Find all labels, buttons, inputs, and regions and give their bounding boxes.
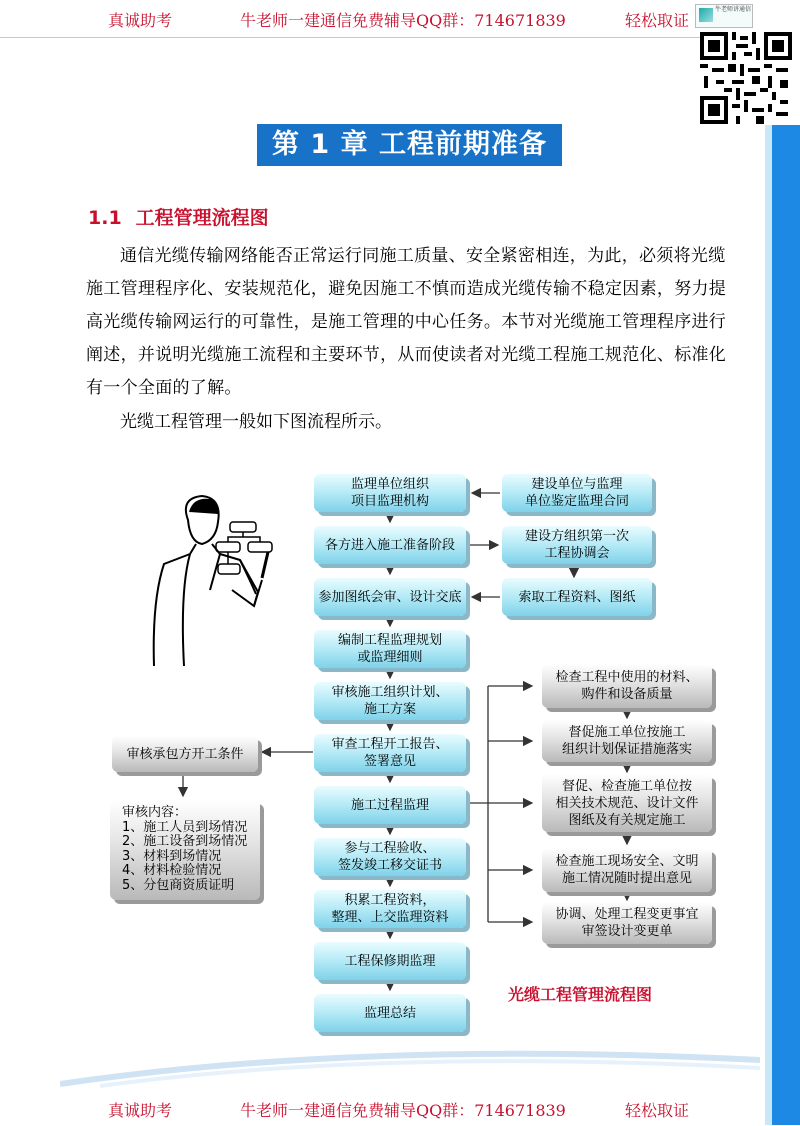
review-contents-box: 审核内容： 1、施工人员到场情况 2、施工设备到场情况 3、材料到场情况 4、材料检验情况 5、分包商资质证明 [110, 800, 260, 900]
review-start-conditions-box: 审核承包方开工条件 [112, 736, 258, 772]
chapter-title: 第 1 章 工程前期准备 [257, 124, 562, 166]
supervise-plan-box: 督促施工单位按施工 组织计划保证措施落实 [542, 720, 712, 762]
check-materials-box: 检查工程中使用的材料、 购件和设备质量 [542, 664, 712, 708]
flow-step-11: 监理总结 [314, 994, 466, 1032]
body-paragraph-1: 通信光缆传输网络能否正常运行同施工质量、安全紧密相连，为此，必须将光缆施工管理程序化、安装规范化，避免因施工不慎而造成光缆传输不稳定因素，努力提高光缆传输网运行的可靠性，是施工管理的中心任务。本节对光缆施工管理程序进行阐述，并说明光缆施工流程和主要环节，从而使读者对光缆工程施工规范化、标准化有一个全面的了解。 [86, 246, 727, 398]
section-title-text: 工程管理流程图 [135, 207, 269, 229]
brand-logo: 牛老师讲通信 [695, 4, 753, 28]
page-footer [0, 1090, 760, 1126]
flow-step-9: 积累工程资料， 整理、上交监理资料 [314, 890, 466, 928]
footer-left-text: 真诚助考 [108, 1101, 173, 1120]
flow-coordination-box: 建设方组织第一次 工程协调会 [502, 526, 652, 564]
section-number: 1.1 [88, 207, 122, 229]
flow-step-1: 监理单位组织 项目监理机构 [314, 474, 466, 512]
flow-step-6: 审查工程开工报告、 签署意见 [314, 734, 466, 772]
check-safety-box: 检查施工现场安全、文明 施工情况随时提出意见 [542, 848, 712, 892]
flow-documents-box: 索取工程资料、图纸 [502, 578, 652, 616]
flow-step-3: 参加图纸会审、设计交底 [314, 578, 466, 616]
flow-step-2: 各方进入施工准备阶段 [314, 526, 466, 564]
bottom-swoosh-decoration [60, 1040, 760, 1090]
body-paragraph-2: 光缆工程管理一般如下图流程所示。 [120, 412, 392, 432]
flow-step-4: 编制工程监理规划 或监理细则 [314, 630, 466, 668]
footer-right-text: 轻松取证 [625, 1101, 690, 1120]
flow-step-10: 工程保修期监理 [314, 942, 466, 980]
flow-step-8: 参与工程验收、 签发竣工移交证书 [314, 838, 466, 876]
flow-step-7: 施工过程监理 [314, 786, 466, 824]
handle-changes-box: 协调、处理工程变更事宜 审签设计变更单 [542, 902, 712, 944]
footer-center-text: 牛老师一建通信免费辅导QQ群：714671839 [240, 1101, 566, 1120]
header-right-text: 轻松取证 [625, 11, 690, 30]
header-left-text: 真诚助考 [108, 11, 173, 30]
header-center-text: 牛老师一建通信免费辅导QQ群：714671839 [240, 11, 566, 30]
flow-contract-box: 建设单位与监理 单位鉴定监理合同 [502, 474, 652, 512]
flowchart-caption: 光缆工程管理流程图 [508, 985, 653, 1004]
supervise-standards-box: 督促、检查施工单位按 相关技术规范、设计文件 图纸及有关规定施工 [542, 774, 712, 832]
flow-step-5: 审核施工组织计划、 施工方案 [314, 682, 466, 720]
